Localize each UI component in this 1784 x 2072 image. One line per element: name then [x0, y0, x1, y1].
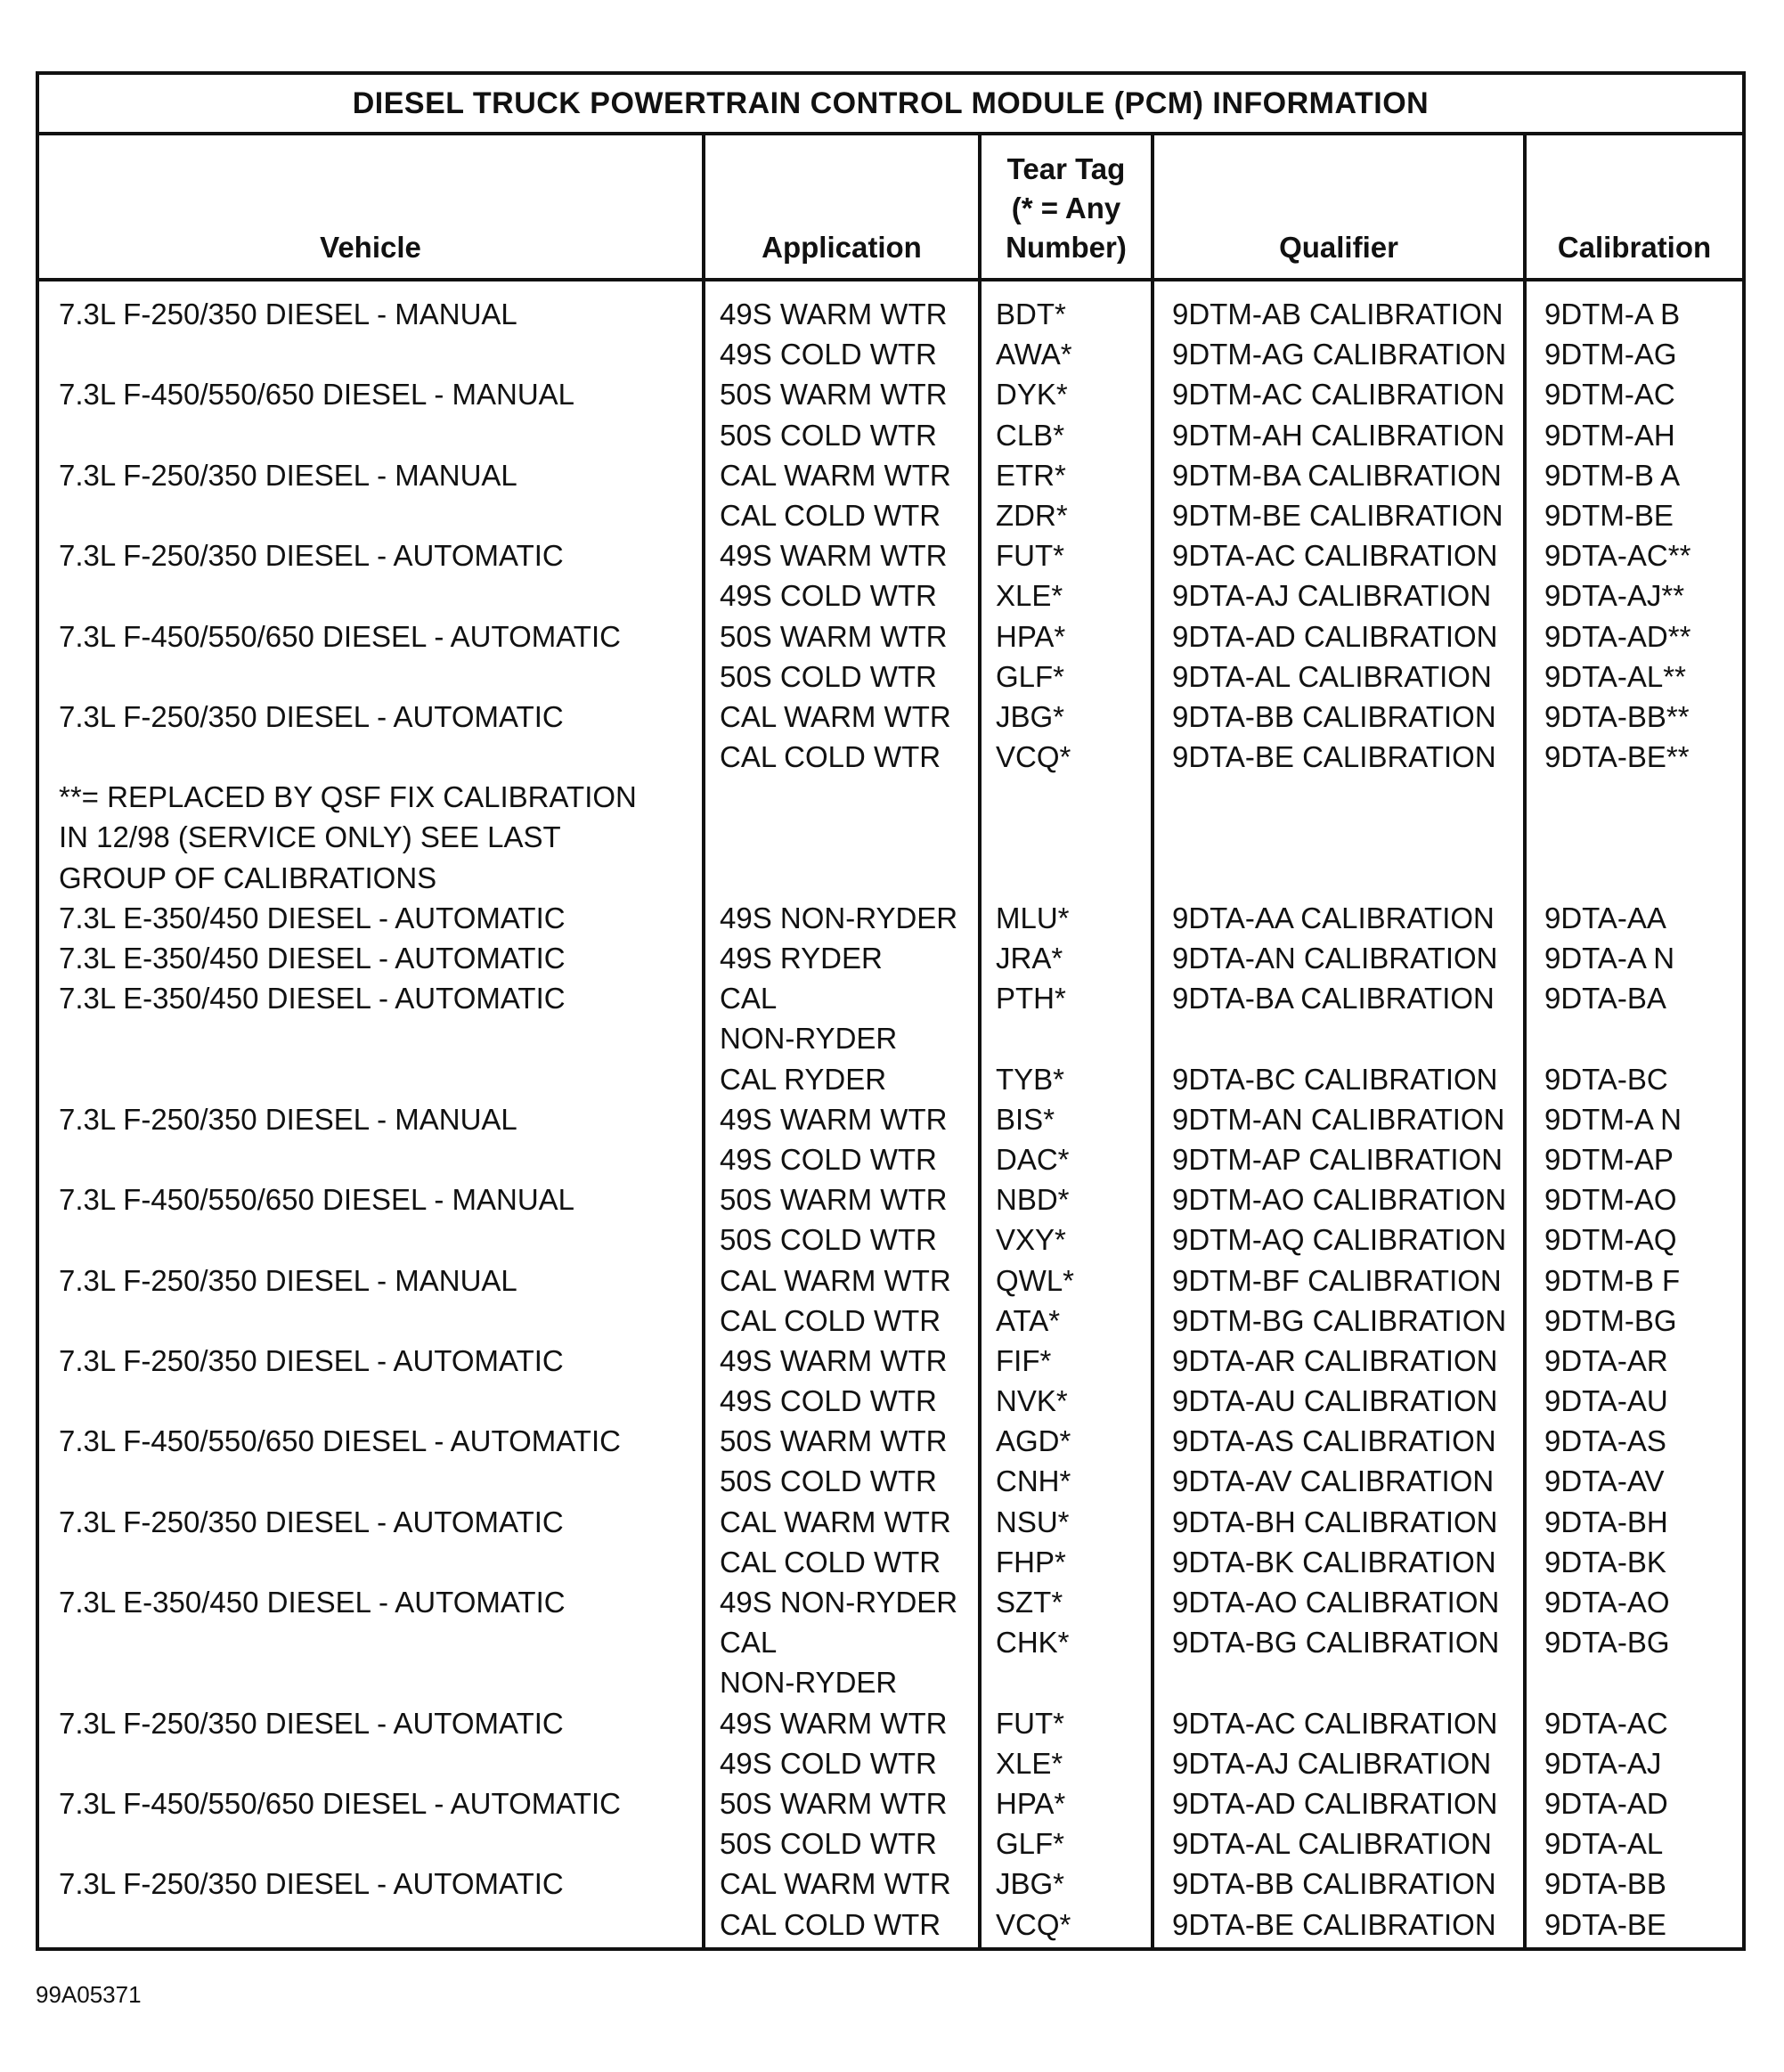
cell-vehicle: 7.3L F-250/350 DIESEL - MANUAL [59, 1102, 517, 1136]
cell-qualifier: 9DTM-AC CALIBRATION [1172, 378, 1505, 412]
cell-application: 49S WARM WTR [720, 1102, 948, 1136]
cell-qualifier: 9DTM-AB CALIBRATION [1172, 298, 1503, 330]
cell-qualifier: 9DTA-BC CALIBRATION [1172, 1062, 1498, 1096]
cell-qualifier: 9DTA-BH CALIBRATION [1172, 1505, 1498, 1538]
cell-calibration: 9DTA-BB [1544, 1867, 1666, 1901]
table-row [39, 1099, 1742, 1139]
cell-tear-tag: NBD* [996, 1183, 1070, 1217]
cell-vehicle: 7.3L F-450/550/650 DIESEL - AUTOMATIC [59, 1424, 621, 1458]
cell-application: 50S WARM WTR [720, 1424, 948, 1458]
pcm-information-table [36, 71, 1746, 1951]
cell-calibration: 9DTM-AG [1544, 338, 1677, 371]
cell-tear-tag: VXY* [996, 1223, 1066, 1257]
table-row [39, 657, 1742, 697]
cell-application: CAL COLD WTR [720, 1303, 941, 1337]
table-row [39, 938, 1742, 978]
cell-vehicle: 7.3L F-250/350 DIESEL - AUTOMATIC [59, 1706, 564, 1740]
header-application: Application [762, 231, 922, 264]
cell-qualifier: 9DTA-BB CALIBRATION [1172, 1867, 1496, 1901]
cell-tear-tag: GLF* [996, 1827, 1065, 1861]
cell-qualifier: 9DTM-AQ CALIBRATION [1172, 1223, 1507, 1257]
cell-calibration: 9DTA-AV [1544, 1464, 1665, 1498]
cell-tear-tag: HPA* [996, 1786, 1066, 1820]
table-row [39, 1864, 1742, 1904]
cell-tear-tag: DAC* [996, 1142, 1070, 1176]
cell-qualifier: 9DTA-BK CALIBRATION [1172, 1545, 1496, 1578]
cell-tear-tag: ETR* [996, 458, 1066, 492]
cell-calibration: 9DTA-BB** [1544, 699, 1690, 733]
cell-application: CAL WARM WTR [720, 458, 951, 492]
cell-vehicle: 7.3L F-250/350 DIESEL - AUTOMATIC [59, 1505, 564, 1538]
cell-tear-tag: CLB* [996, 418, 1065, 452]
table-row [39, 697, 1742, 737]
cell-vehicle: 7.3L E-350/450 DIESEL - AUTOMATIC [59, 942, 566, 975]
cell-qualifier: 9DTM-BF CALIBRATION [1172, 1263, 1502, 1297]
cell-calibration: 9DTA-AS [1544, 1424, 1666, 1458]
cell-calibration: 9DTA-AC** [1544, 539, 1691, 573]
cell-application: 49S WARM WTR [720, 1706, 948, 1740]
cell-calibration: 9DTA-A N [1544, 942, 1675, 975]
cell-calibration: 9DTA-AD [1544, 1786, 1668, 1820]
cell-calibration: 9DTA-BH [1544, 1505, 1668, 1538]
cell-tear-tag: CNH* [996, 1464, 1071, 1498]
cell-tear-tag: FUT* [996, 539, 1064, 573]
cell-qualifier: 9DTM-BG CALIBRATION [1172, 1303, 1507, 1337]
table-row [39, 1461, 1742, 1501]
cell-application: 50S WARM WTR [720, 378, 948, 412]
cell-tear-tag: BDT* [996, 298, 1066, 330]
cell-calibration: 9DTA-AC [1544, 1706, 1668, 1740]
cell-calibration: 9DTM-A N [1544, 1102, 1682, 1136]
table-row [39, 415, 1742, 455]
table-row [39, 1179, 1742, 1220]
cell-calibration: 9DTA-AU [1544, 1384, 1668, 1418]
cell-tear-tag: JBG* [996, 1867, 1065, 1901]
cell-application: CAL RYDER [720, 1062, 887, 1096]
cell-tear-tag: NSU* [996, 1505, 1070, 1538]
cell-vehicle: 7.3L F-250/350 DIESEL - MANUAL [59, 458, 517, 492]
cell-tear-tag: JBG* [996, 699, 1065, 733]
table-header [39, 135, 1742, 281]
cell-vehicle: 7.3L E-350/450 DIESEL - AUTOMATIC [59, 1586, 566, 1619]
cell-application: 50S COLD WTR [720, 1464, 937, 1498]
cell-application: 49S NON-RYDER [720, 1586, 958, 1619]
cell-qualifier: 9DTA-BE CALIBRATION [1172, 1907, 1496, 1941]
cell-tear-tag: FIF* [996, 1343, 1052, 1377]
cell-calibration: 9DTM-AH [1544, 418, 1675, 452]
cell-application: 50S WARM WTR [720, 1183, 948, 1217]
cell-vehicle: 7.3L F-250/350 DIESEL - MANUAL [59, 1263, 517, 1297]
header-vehicle: Vehicle [320, 231, 421, 264]
table-row [39, 1823, 1742, 1864]
cell-application: 50S WARM WTR [720, 619, 948, 653]
cell-application: CAL COLD WTR [720, 740, 941, 774]
table-row [39, 1220, 1742, 1260]
cell-vehicle: 7.3L F-250/350 DIESEL - AUTOMATIC [59, 539, 564, 573]
cell-qualifier: 9DTA-AD CALIBRATION [1172, 619, 1498, 653]
table-row [39, 1139, 1742, 1179]
cell-tear-tag: BIS* [996, 1102, 1055, 1136]
cell-application: NON-RYDER [720, 1666, 898, 1700]
cell-application: 49S COLD WTR [720, 1142, 937, 1176]
cell-tear-tag: PTH* [996, 982, 1066, 1016]
table-body [39, 281, 1742, 1945]
cell-application: CAL WARM WTR [720, 1867, 951, 1901]
cell-qualifier: 9DTA-AR CALIBRATION [1172, 1343, 1498, 1377]
cell-qualifier: 9DTA-AJ CALIBRATION [1172, 1746, 1492, 1780]
table-row [39, 1743, 1742, 1783]
cell-calibration: 9DTM-AO [1544, 1183, 1677, 1217]
cell-tear-tag: ZDR* [996, 498, 1068, 532]
cell-application: 49S COLD WTR [720, 338, 937, 371]
cell-calibration: 9DTA-AJ [1544, 1746, 1662, 1780]
cell-tear-tag: FHP* [996, 1545, 1066, 1578]
table-row [39, 495, 1742, 535]
header-qualifier: Qualifier [1279, 231, 1398, 264]
cell-application: 50S COLD WTR [720, 659, 937, 693]
cell-application: CAL COLD WTR [720, 1545, 941, 1578]
table-row [39, 978, 1742, 1018]
cell-qualifier: 9DTM-BE CALIBRATION [1172, 498, 1503, 532]
cell-vehicle: 7.3L F-250/350 DIESEL - AUTOMATIC [59, 699, 564, 733]
cell-qualifier: 9DTA-AC CALIBRATION [1172, 1706, 1498, 1740]
cell-application: CAL WARM WTR [720, 699, 951, 733]
cell-qualifier: 9DTA-AS CALIBRATION [1172, 1424, 1496, 1458]
table-row [39, 898, 1742, 938]
header-tear-tag: Tear Tag (* = Any Number) [1006, 152, 1127, 264]
cell-tear-tag: SZT* [996, 1586, 1063, 1619]
cell-application: CAL WARM WTR [720, 1505, 951, 1538]
table-row [39, 616, 1742, 657]
cell-application: 49S RYDER [720, 942, 883, 975]
cell-application: 49S WARM WTR [720, 1343, 948, 1377]
cell-calibration: 9DTA-BE [1544, 1907, 1666, 1941]
cell-vehicle: 7.3L F-250/350 DIESEL - AUTOMATIC [59, 1343, 564, 1377]
cell-vehicle: 7.3L F-250/350 DIESEL - MANUAL [59, 298, 517, 330]
cell-vehicle: 7.3L F-450/550/650 DIESEL - MANUAL [59, 1183, 575, 1217]
cell-application: 50S COLD WTR [720, 1223, 937, 1257]
cell-calibration: 9DTA-AD** [1544, 619, 1691, 653]
cell-qualifier: 9DTA-BE CALIBRATION [1172, 740, 1496, 774]
table-row [39, 1421, 1742, 1461]
cell-qualifier: 9DTM-BA CALIBRATION [1172, 458, 1502, 492]
table-row [39, 858, 1742, 898]
cell-calibration: 9DTM-B A [1544, 458, 1681, 492]
cell-application: 50S COLD WTR [720, 1827, 937, 1861]
cell-vehicle: 7.3L F-450/550/650 DIESEL - MANUAL [59, 378, 575, 412]
table-row [39, 1018, 1742, 1058]
cell-qualifier: 9DTA-AA CALIBRATION [1172, 901, 1495, 934]
table-row [39, 535, 1742, 575]
cell-calibration: 9DTM-B F [1544, 1263, 1681, 1297]
cell-application: 49S COLD WTR [720, 1384, 937, 1418]
cell-qualifier: 9DTM-AH CALIBRATION [1172, 418, 1505, 452]
cell-application: CAL WARM WTR [720, 1263, 951, 1297]
header-calibration: Calibration [1557, 231, 1712, 264]
table-row [39, 1662, 1742, 1702]
cell-application: CAL COLD WTR [720, 498, 941, 532]
cell-calibration: 9DTA-AR [1544, 1343, 1668, 1377]
cell-tear-tag: AGD* [996, 1424, 1071, 1458]
table-row [39, 737, 1742, 777]
cell-tear-tag: CHK* [996, 1626, 1070, 1660]
table-row [39, 1703, 1742, 1743]
table-row [39, 1301, 1742, 1341]
table-row [39, 1502, 1742, 1542]
cell-qualifier: 9DTM-AO CALIBRATION [1172, 1183, 1507, 1217]
table-row [39, 1341, 1742, 1381]
cell-application: 49S WARM WTR [720, 539, 948, 573]
cell-application: 49S COLD WTR [720, 579, 937, 613]
table-row [39, 1582, 1742, 1622]
cell-vehicle: GROUP OF CALIBRATIONS [59, 861, 437, 894]
table-title: DIESEL TRUCK POWERTRAIN CONTROL MODULE (PCM) INFORMATION [39, 75, 1742, 135]
table-row [39, 1260, 1742, 1301]
table-row [39, 1783, 1742, 1823]
table-row [39, 1542, 1742, 1582]
table-row [39, 455, 1742, 495]
table-row [39, 334, 1742, 374]
table-row [39, 777, 1742, 817]
cell-vehicle: 7.3L F-450/550/650 DIESEL - AUTOMATIC [59, 1786, 621, 1820]
cell-tear-tag: VCQ* [996, 740, 1071, 774]
cell-calibration: 9DTA-AO [1544, 1586, 1670, 1619]
cell-qualifier: 9DTA-AU CALIBRATION [1172, 1384, 1498, 1418]
cell-calibration: 9DTA-BG [1544, 1626, 1670, 1660]
cell-tear-tag: VCQ* [996, 1907, 1071, 1941]
cell-qualifier: 9DTA-AL CALIBRATION [1172, 1827, 1492, 1861]
figure-id: 99A05371 [36, 1981, 142, 2008]
cell-vehicle: 7.3L F-450/550/650 DIESEL - AUTOMATIC [59, 619, 621, 653]
table-row [39, 1905, 1742, 1945]
table-row [39, 575, 1742, 616]
cell-tear-tag: GLF* [996, 659, 1065, 693]
cell-tear-tag: XLE* [996, 1746, 1063, 1780]
cell-tear-tag: JRA* [996, 942, 1063, 975]
cell-tear-tag: HPA* [996, 619, 1066, 653]
cell-calibration: 9DTA-BE** [1544, 740, 1690, 774]
cell-qualifier: 9DTA-AN CALIBRATION [1172, 942, 1498, 975]
cell-vehicle: 7.3L E-350/450 DIESEL - AUTOMATIC [59, 901, 566, 934]
cell-qualifier: 9DTA-AV CALIBRATION [1172, 1464, 1495, 1498]
cell-tear-tag: TYB* [996, 1062, 1065, 1096]
cell-application: NON-RYDER [720, 1022, 898, 1056]
cell-vehicle: 7.3L E-350/450 DIESEL - AUTOMATIC [59, 982, 566, 1016]
cell-tear-tag: AWA* [996, 338, 1072, 371]
cell-application: CAL COLD WTR [720, 1907, 941, 1941]
table-row [39, 1059, 1742, 1099]
cell-qualifier: 9DTA-AJ CALIBRATION [1172, 579, 1492, 613]
cell-calibration: 9DTA-AA [1544, 901, 1666, 934]
cell-application: 49S NON-RYDER [720, 901, 958, 934]
cell-tear-tag: DYK* [996, 378, 1068, 412]
cell-tear-tag: XLE* [996, 579, 1063, 613]
cell-calibration: 9DTM-AC [1544, 378, 1675, 412]
cell-tear-tag: FUT* [996, 1706, 1064, 1740]
cell-vehicle: IN 12/98 (SERVICE ONLY) SEE LAST [59, 820, 561, 854]
cell-qualifier: 9DTM-AP CALIBRATION [1172, 1142, 1503, 1176]
cell-calibration: 9DTM-A B [1544, 298, 1681, 330]
table-row [39, 294, 1742, 334]
cell-qualifier: 9DTA-BB CALIBRATION [1172, 699, 1496, 733]
cell-tear-tag: MLU* [996, 901, 1070, 934]
cell-vehicle: **= REPLACED BY QSF FIX CALIBRATION [59, 780, 637, 814]
cell-calibration: 9DTM-AP [1544, 1142, 1674, 1176]
cell-calibration: 9DTA-BK [1544, 1545, 1666, 1578]
cell-application: CAL [720, 982, 778, 1016]
table-row [39, 1381, 1742, 1421]
cell-application: 50S WARM WTR [720, 1786, 948, 1820]
cell-application: 49S WARM WTR [720, 298, 948, 330]
cell-qualifier: 9DTA-AC CALIBRATION [1172, 539, 1498, 573]
cell-qualifier: 9DTM-AN CALIBRATION [1172, 1102, 1505, 1136]
cell-vehicle: 7.3L F-250/350 DIESEL - AUTOMATIC [59, 1867, 564, 1901]
table-row [39, 374, 1742, 414]
cell-calibration: 9DTA-AJ** [1544, 579, 1685, 613]
cell-qualifier: 9DTA-AO CALIBRATION [1172, 1586, 1500, 1619]
cell-qualifier: 9DTA-BA CALIBRATION [1172, 982, 1495, 1016]
cell-tear-tag: NVK* [996, 1384, 1068, 1418]
cell-calibration: 9DTM-BG [1544, 1303, 1677, 1337]
cell-application: 49S COLD WTR [720, 1746, 937, 1780]
cell-calibration: 9DTA-AL [1544, 1827, 1664, 1861]
cell-calibration: 9DTM-AQ [1544, 1223, 1677, 1257]
table-row [39, 817, 1742, 857]
cell-tear-tag: QWL* [996, 1263, 1075, 1297]
cell-qualifier: 9DTA-AL CALIBRATION [1172, 659, 1492, 693]
cell-application: 50S COLD WTR [720, 418, 937, 452]
cell-qualifier: 9DTA-BG CALIBRATION [1172, 1626, 1500, 1660]
table-row [39, 1622, 1742, 1662]
cell-application: CAL [720, 1626, 778, 1660]
cell-tear-tag: ATA* [996, 1303, 1061, 1337]
cell-calibration: 9DTA-BA [1544, 982, 1666, 1016]
cell-calibration: 9DTM-BE [1544, 498, 1674, 532]
cell-qualifier: 9DTA-AD CALIBRATION [1172, 1786, 1498, 1820]
cell-calibration: 9DTA-AL** [1544, 659, 1686, 693]
cell-qualifier: 9DTM-AG CALIBRATION [1172, 338, 1507, 371]
cell-calibration: 9DTA-BC [1544, 1062, 1668, 1096]
